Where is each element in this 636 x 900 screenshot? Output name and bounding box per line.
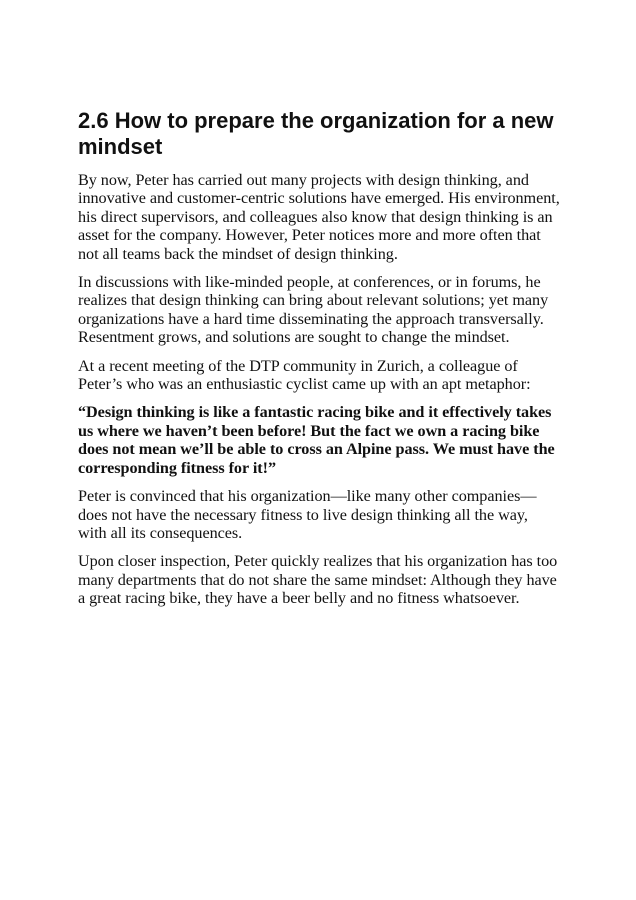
document-page	[78, 108, 560, 618]
paragraph-conviction: Peter is convinced that his organization—like many other companies—does not have the necessary fitness to live design thinking all the way, with all its consequences.	[78, 487, 537, 542]
section-heading: 2.6 How to prepare the organization for a new mindset	[78, 108, 554, 159]
paragraph-meeting: At a recent meeting of the DTP community in Zurich, a colleague of Peter’s who was an enthusiastic cyclist came up with an apt metaphor:	[78, 356, 531, 394]
paragraph-discussions: In discussions with like-minded people, at conferences, or in forums, he realizes that design thinking can bring about relevant solutions; yet many organizations have a hard time disseminating the approach transversally. Resentment grows, and solutions are sought to change the mindset.	[78, 273, 549, 347]
paragraph-inspection: Upon closer inspection, Peter quickly realizes that his organization has too many departments that do not share the same mindset: Although they have a great racing bike, they have a beer belly and no fitness whatsoever.	[78, 552, 558, 608]
racing-bike-quote: “Design thinking is like a fantastic racing bike and it effectively takes us where we haven’t been before! But the fact we own a racing bike does not mean we’ll be able to cross an Alpine pass. We must have the corresponding fitness for it!”	[78, 403, 555, 477]
paragraph-intro: By now, Peter has carried out many projects with design thinking, and innovative and customer-centric solutions have emerged. His environment, his direct supervisors, and colleagues also know that design thinking is an asset for the company. However, Peter notices more and more often that not all teams back the mindset of design thinking.	[78, 171, 560, 263]
